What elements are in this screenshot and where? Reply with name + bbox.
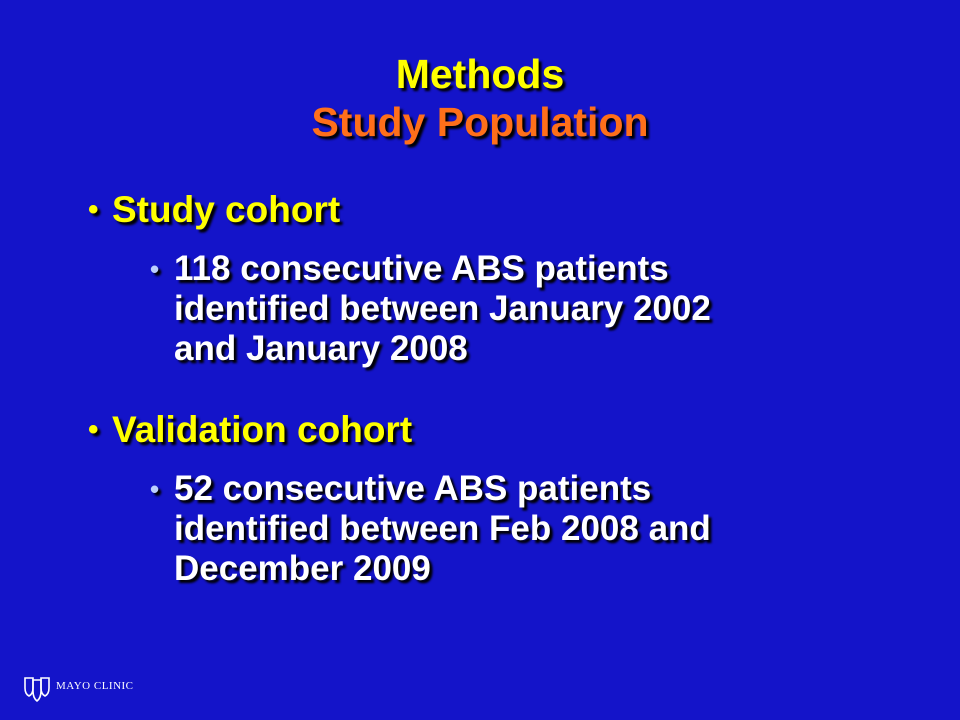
sub-bullet-dot-icon: • (150, 254, 160, 284)
sub-line: identified between Feb 2008 and (174, 509, 711, 548)
sub-bullet-dot-icon: • (150, 474, 160, 504)
slide-title (0, 50, 960, 146)
mayo-shields-logo-icon (22, 674, 52, 706)
bullet-label: Validation cohort (112, 409, 413, 450)
sub-line: December 2009 (174, 549, 431, 588)
sub-line: 52 consecutive ABS patients (174, 469, 652, 508)
sub-line: identified between January 2002 (174, 289, 711, 328)
bullet-validation-cohort (88, 408, 413, 452)
bullet-study-cohort (88, 188, 341, 232)
bullet-dot-icon: • (88, 193, 99, 226)
bullet-label: Study cohort (112, 189, 341, 230)
logo-text: MAYO CLINIC (56, 680, 134, 692)
sub-line: and January 2008 (174, 329, 468, 368)
sub-bullet-validation-cohort (150, 469, 874, 589)
sub-bullet-study-cohort (150, 249, 874, 369)
title-methods: Methods (395, 51, 565, 97)
title-study-population: Study Population (311, 99, 649, 145)
mayo-clinic-logo (22, 674, 134, 706)
bullet-dot-icon: • (88, 413, 99, 446)
sub-line: 118 consecutive ABS patients (174, 249, 669, 288)
